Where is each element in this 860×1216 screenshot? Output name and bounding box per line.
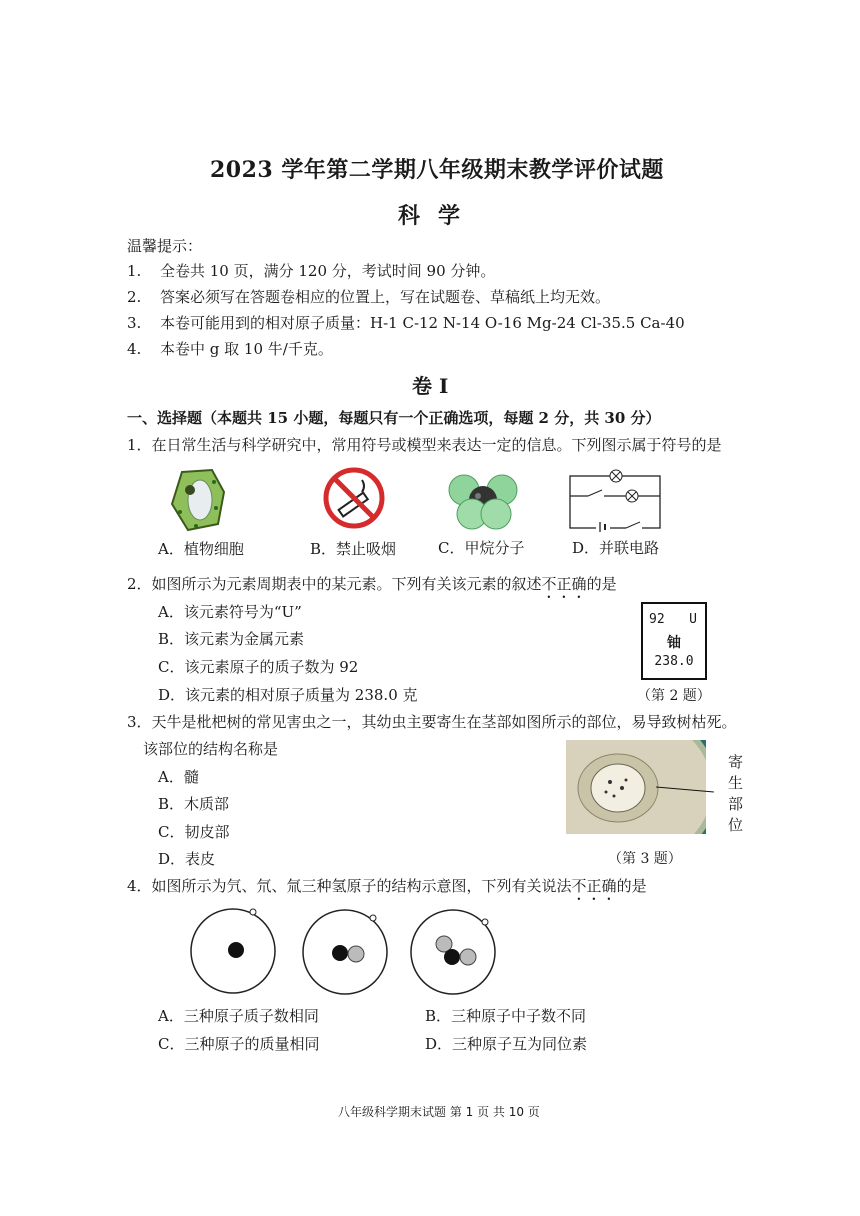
tip-text: 本卷可能用到的相对原子质量：H-1 C-12 N-14 O-16 Mg-24 Cl-35.5 Ca-40 (160, 314, 685, 332)
option-b[interactable]: B．木质部 (158, 795, 230, 813)
tip-number: 4. (127, 340, 142, 358)
stem-cross-section-image (566, 740, 706, 834)
option-d[interactable]: D．并联电路 (572, 539, 660, 557)
option-a[interactable]: A．植物细胞 (158, 540, 244, 558)
element-symbol: U (689, 612, 697, 627)
plant-cell-image (168, 468, 228, 532)
tip-text: 答案必须写在答题卷相应的位置上，写在试题卷、草稿纸上均无效。 (160, 288, 611, 306)
tips-heading: 温馨提示： (127, 237, 203, 255)
option-b[interactable]: B．该元素为金属元素 (158, 630, 305, 648)
no-smoking-sign-icon (322, 466, 386, 530)
option-d[interactable]: D．三种原子互为同位素 (425, 1035, 588, 1053)
option-b[interactable]: B．三种原子中子数不同 (425, 1007, 587, 1025)
element-name: 铀 (667, 635, 681, 651)
tip-number: 2. (127, 288, 142, 306)
hydrogen-isotopes-diagram (188, 906, 498, 998)
option-a[interactable]: A．髓 (158, 768, 199, 786)
option-c[interactable]: C．该元素原子的质子数为 92 (158, 658, 359, 676)
option-d[interactable]: D．表皮 (158, 850, 216, 868)
tip-text: 全卷共 10 页，满分 120 分，考试时间 90 分钟。 (160, 262, 496, 280)
tip-text: 本卷中 g 取 10 牛/千克。 (160, 340, 333, 358)
option-a[interactable]: A．该元素符号为“U” (158, 603, 302, 621)
exam-title: 2023 学年第二学期八年级期末教学评价试题 (210, 157, 664, 183)
option-a[interactable]: A．三种原子质子数相同 (158, 1007, 319, 1025)
methane-molecule-image (444, 468, 524, 530)
atomic-number: 92 (649, 612, 665, 627)
question-3-stem: 3．天牛是枇杷树的常见害虫之一，其幼虫主要寄生在茎部如图所示的部位，易导致树枯死。 (127, 713, 737, 731)
parasite-site-label: 寄 生 部 位 (728, 753, 744, 834)
figure-caption: （第 3 题） (608, 851, 682, 867)
periodic-element-card (641, 602, 707, 680)
option-c[interactable]: C．甲烷分子 (438, 539, 525, 557)
option-c[interactable]: C．韧皮部 (158, 823, 230, 841)
question-4-stem: 4．如图所示为氕、氘、氚三种氢原子的结构示意图，下列有关说法不正确的是 (127, 877, 647, 895)
section-heading: 一、选择题（本题共 15 小题，每题只有一个正确选项，每题 2 分，共 30 分） (127, 409, 661, 427)
option-b[interactable]: B．禁止吸烟 (310, 540, 397, 558)
question-1-stem: 1．在日常生活与科学研究中，常用符号或模型来表达一定的信息。下列图示属于符号的是 (127, 436, 722, 454)
question-3-stem-cont: 该部位的结构名称是 (143, 740, 279, 758)
parallel-circuit-diagram (566, 464, 664, 532)
figure-caption: （第 2 题） (637, 688, 711, 704)
subject-title: 科学 (398, 203, 479, 229)
option-d[interactable]: D．该元素的相对原子质量为 238.0 克 (158, 686, 418, 704)
question-2-stem: 2．如图所示为元素周期表中的某元素。下列有关该元素的叙述不正确的是 (127, 575, 617, 593)
option-c[interactable]: C．三种原子的质量相同 (158, 1035, 320, 1053)
volume-heading: 卷 I (412, 374, 449, 398)
tip-number: 1. (127, 262, 142, 280)
atomic-mass: 238.0 (654, 654, 694, 669)
tip-number: 3. (127, 314, 142, 332)
page-footer: 八年级科学期末试题 第 1 页 共 10 页 (338, 1105, 540, 1119)
